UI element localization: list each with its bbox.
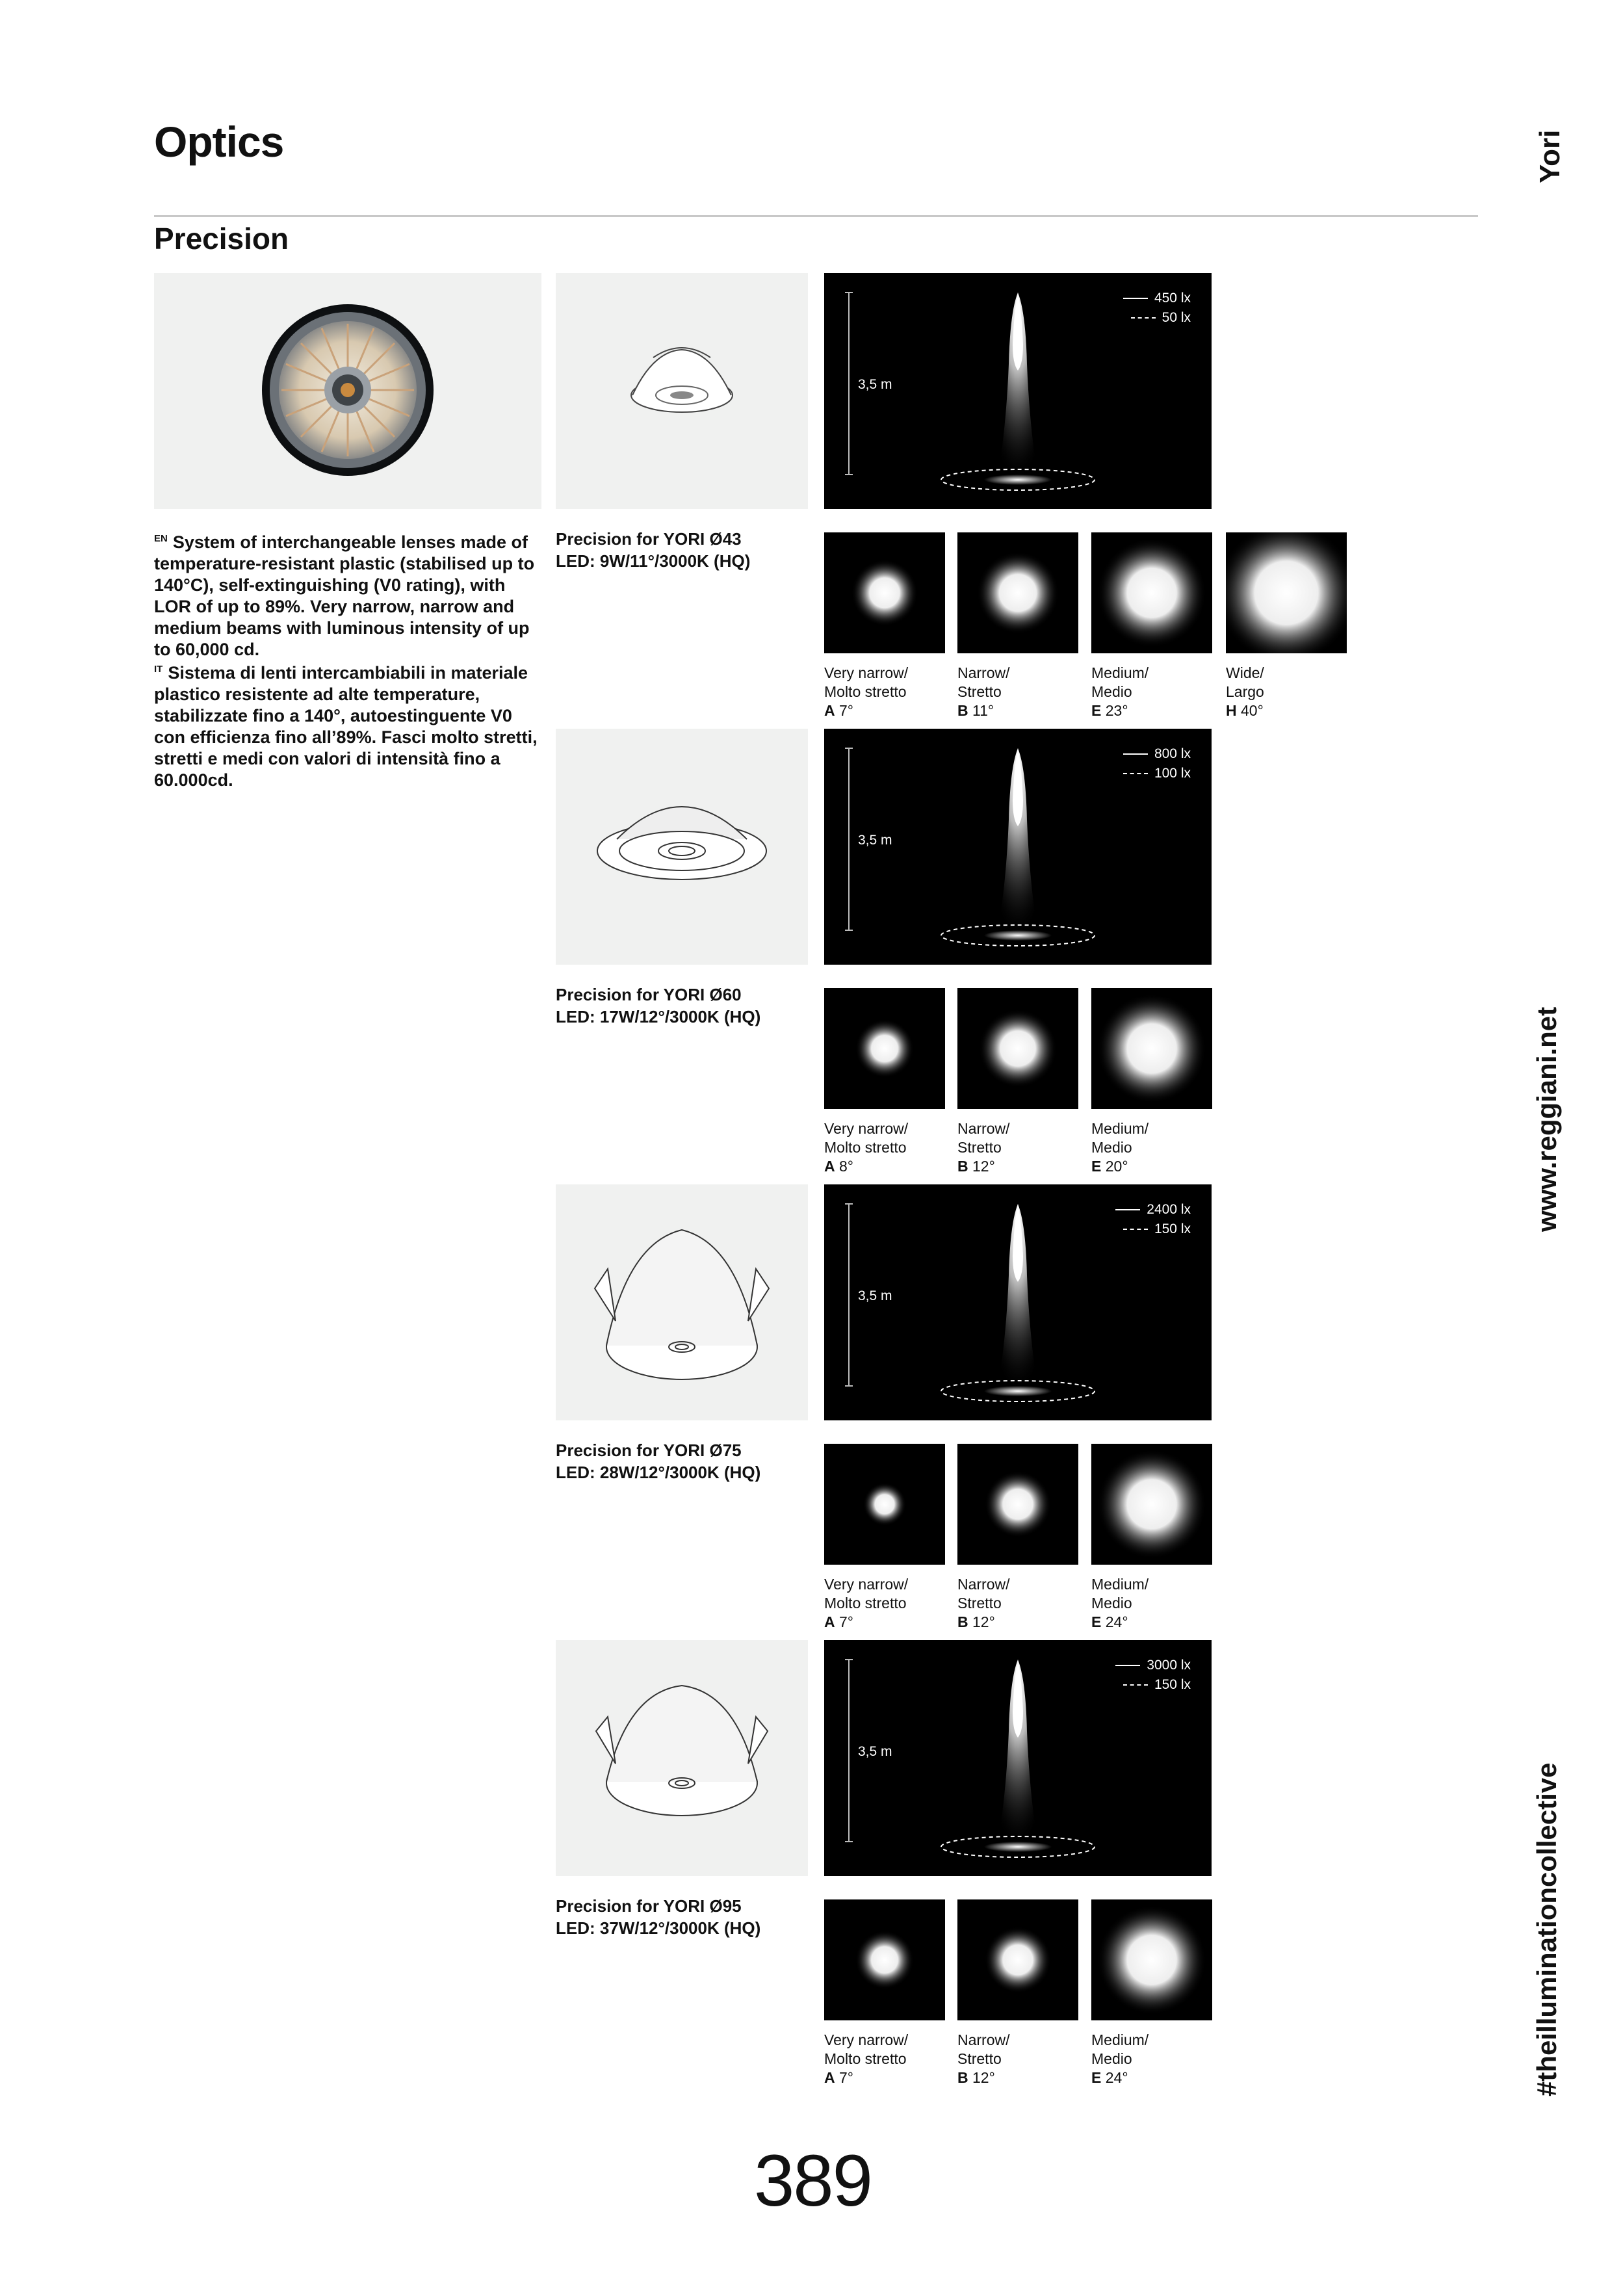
description-en	[154, 528, 544, 660]
legend-solid: 3000 lx	[1115, 1656, 1191, 1675]
mounting-height-label: 3,5 m	[858, 377, 892, 392]
beam-angle: 12°	[972, 1158, 995, 1175]
beam-spot-icon	[957, 1444, 1078, 1565]
legend-solid: 800 lx	[1123, 744, 1191, 764]
lens-drawing-1	[556, 729, 808, 965]
lens-top-view-icon	[154, 273, 541, 509]
beam-name-it: Molto stretto	[824, 2050, 907, 2067]
beam-code: E	[1091, 1613, 1102, 1630]
legend-solid: 2400 lx	[1115, 1200, 1191, 1220]
beam-name-en: Wide/	[1226, 664, 1264, 681]
sidebar-url[interactable]: www.reggiani.net	[1531, 1006, 1562, 1232]
lens-cutaway-icon	[556, 1184, 808, 1420]
sidebar-brand: Yori	[1534, 129, 1566, 183]
model-label-3	[556, 1895, 760, 1939]
beam-code: B	[957, 1158, 968, 1175]
beam-angle: 12°	[972, 1613, 995, 1630]
beam-name-en: Medium/	[1091, 2031, 1149, 2048]
beam-diagram-2	[824, 1184, 1212, 1420]
beam-name-it: Molto stretto	[824, 1595, 907, 1611]
beam-angle: 11°	[972, 702, 994, 719]
beam-name-it: Molto stretto	[824, 683, 907, 700]
model-label-1	[556, 984, 760, 1028]
beam-spot-0-3	[1226, 532, 1347, 653]
beam-spot-0-2	[1091, 532, 1212, 653]
beam-code-angle	[824, 701, 908, 720]
beam-label-3-2	[1091, 2031, 1149, 2087]
beam-spot-icon	[824, 1899, 945, 2020]
beam-code-angle	[957, 2068, 1010, 2087]
beam-spot-2-0	[824, 1444, 945, 1565]
lux-legend	[1123, 744, 1191, 783]
model-led: LED: 37W/12°/3000K (HQ)	[556, 1918, 761, 1938]
beam-name-en: Very narrow/	[824, 1576, 909, 1593]
beam-diagram-3	[824, 1640, 1212, 1876]
beam-code-angle	[1091, 701, 1149, 720]
beam-name-it: Molto stretto	[824, 1139, 907, 1156]
beam-code-angle	[957, 701, 1010, 720]
beam-label-0-0	[824, 664, 908, 720]
sidebar-brand-wrap	[1534, 129, 1573, 190]
beam-spot-1-1	[957, 988, 1078, 1109]
beam-name-it: Stretto	[957, 2050, 1002, 2067]
beam-spot-0-0	[824, 532, 945, 653]
lens-cutaway-icon	[556, 273, 808, 509]
beam-diagram-0	[824, 273, 1212, 509]
beam-label-1-1	[957, 1119, 1010, 1176]
beam-spot-3-0	[824, 1899, 945, 2020]
beam-label-2-0	[824, 1575, 908, 1632]
beam-spot-icon	[1226, 532, 1347, 653]
beam-name-en: Narrow/	[957, 1120, 1010, 1137]
beam-name-it: Medio	[1091, 2050, 1132, 2067]
beam-spot-icon	[1091, 1899, 1212, 2020]
mounting-height-label: 3,5 m	[858, 833, 892, 848]
beam-angle: 23°	[1105, 702, 1128, 719]
description-it-text: Sistema di lenti intercambiabili in materiale plastico resistente ad alte temperature, stabilizzate fino a 140°, autoestinguente V0 con efficienza fino all’89%. Fasci molto stretti, stretti e medi con valori di intensità fino a 60.000cd.	[154, 663, 538, 790]
beam-label-2-2	[1091, 1575, 1149, 1632]
model-led: LED: 9W/11°/3000K (HQ)	[556, 551, 751, 571]
beam-code-angle	[824, 1157, 908, 1176]
beam-code: H	[1226, 702, 1237, 719]
beam-code-angle	[1091, 1157, 1149, 1176]
beam-code: B	[957, 1613, 968, 1630]
beam-spot-1-2	[1091, 988, 1212, 1109]
section-title: Precision	[154, 222, 289, 255]
beam-code-angle	[957, 1157, 1010, 1176]
beam-name-it: Stretto	[957, 1595, 1002, 1611]
beam-name-it: Medio	[1091, 683, 1132, 700]
beam-spot-icon	[957, 988, 1078, 1109]
beam-code: A	[824, 1613, 835, 1630]
beam-name-it: Largo	[1226, 683, 1264, 700]
beam-name-it: Stretto	[957, 683, 1002, 700]
beam-spot-0-1	[957, 532, 1078, 653]
beam-code: E	[1091, 702, 1102, 719]
beam-name-en: Medium/	[1091, 664, 1149, 681]
page-number: 389	[754, 2140, 872, 2221]
sidebar-url-wrap	[1531, 1006, 1570, 1238]
lang-tag-it: IT	[154, 664, 163, 675]
lens-drawing-3	[556, 1640, 808, 1876]
beam-angle: 7°	[839, 1613, 854, 1630]
beam-angle: 7°	[839, 2069, 854, 2086]
beam-name-en: Medium/	[1091, 1576, 1149, 1593]
lux-legend	[1115, 1200, 1191, 1239]
beam-spot-icon	[824, 988, 945, 1109]
lens-cutaway-icon	[556, 1640, 808, 1876]
model-name: Precision for YORI Ø43	[556, 529, 742, 549]
model-name: Precision for YORI Ø60	[556, 985, 742, 1004]
beam-angle: 7°	[839, 702, 854, 719]
lux-legend	[1123, 289, 1191, 328]
model-label-0	[556, 528, 750, 572]
model-led: LED: 17W/12°/3000K (HQ)	[556, 1007, 761, 1026]
product-photo	[154, 273, 541, 509]
legend-dashed: 150 lx	[1115, 1220, 1191, 1239]
beam-code: A	[824, 2069, 835, 2086]
beam-angle: 24°	[1105, 1613, 1128, 1630]
beam-name-en: Very narrow/	[824, 664, 909, 681]
beam-code-angle	[957, 1613, 1010, 1632]
beam-spot-icon	[1091, 532, 1212, 653]
beam-code: E	[1091, 2069, 1102, 2086]
beam-label-0-2	[1091, 664, 1149, 720]
lens-cutaway-icon	[556, 729, 808, 965]
lens-drawing-2	[556, 1184, 808, 1420]
beam-label-1-2	[1091, 1119, 1149, 1176]
header-divider	[154, 215, 1478, 217]
beam-name-en: Very narrow/	[824, 1120, 909, 1137]
beam-spot-icon	[1091, 988, 1212, 1109]
beam-spot-3-1	[957, 1899, 1078, 2020]
beam-name-it: Medio	[1091, 1139, 1132, 1156]
model-name: Precision for YORI Ø95	[556, 1896, 742, 1916]
sidebar-hashtag-wrap	[1531, 1762, 1570, 2103]
beam-code-angle	[1091, 1613, 1149, 1632]
beam-code-angle	[1226, 701, 1264, 720]
beam-angle: 24°	[1105, 2069, 1128, 2086]
beam-angle: 8°	[839, 1158, 854, 1175]
beam-code: B	[957, 702, 968, 719]
beam-code-angle	[1091, 2068, 1149, 2087]
beam-name-en: Very narrow/	[824, 2031, 909, 2048]
legend-dashed: 100 lx	[1123, 764, 1191, 783]
model-led: LED: 28W/12°/3000K (HQ)	[556, 1463, 761, 1482]
beam-code-angle	[824, 1613, 908, 1632]
description-en-text: System of interchangeable lenses made of temperature-resistant plastic (stabilised up to 140°C), self-extinguishing (V0 rating), with LOR of up to 89%. Very narrow, narrow and medium beams with luminous intensity of up to 60,000 cd.	[154, 532, 535, 659]
sidebar-hashtag: #theilluminationcollective	[1531, 1762, 1562, 2096]
legend-dashed: 50 lx	[1123, 308, 1191, 328]
beam-spot-1-0	[824, 988, 945, 1109]
beam-angle: 40°	[1241, 702, 1264, 719]
beam-code: A	[824, 702, 835, 719]
beam-name-it: Stretto	[957, 1139, 1002, 1156]
beam-code-angle	[824, 2068, 908, 2087]
beam-name-en: Narrow/	[957, 1576, 1010, 1593]
beam-spot-icon	[957, 1899, 1078, 2020]
beam-code: A	[824, 1158, 835, 1175]
beam-spot-3-2	[1091, 1899, 1212, 2020]
legend-dashed: 150 lx	[1115, 1675, 1191, 1695]
model-name: Precision for YORI Ø75	[556, 1441, 742, 1460]
beam-spot-icon	[824, 1444, 945, 1565]
beam-code: B	[957, 2069, 968, 2086]
beam-angle: 20°	[1105, 1158, 1128, 1175]
beam-label-3-1	[957, 2031, 1010, 2087]
legend-solid: 450 lx	[1123, 289, 1191, 308]
beam-name-en: Medium/	[1091, 1120, 1149, 1137]
lux-legend	[1115, 1656, 1191, 1695]
beam-angle: 12°	[972, 2069, 995, 2086]
lens-drawing-0	[556, 273, 808, 509]
beam-name-it: Medio	[1091, 1595, 1132, 1611]
page-title: Optics	[154, 118, 284, 166]
beam-label-0-1	[957, 664, 1010, 720]
beam-spot-icon	[957, 532, 1078, 653]
mounting-height-label: 3,5 m	[858, 1288, 892, 1303]
beam-label-1-0	[824, 1119, 908, 1176]
beam-diagram-1	[824, 729, 1212, 965]
beam-name-en: Narrow/	[957, 664, 1010, 681]
description-it	[154, 659, 544, 791]
beam-label-0-3	[1226, 664, 1264, 720]
beam-spot-icon	[1091, 1444, 1212, 1565]
lang-tag-en: EN	[154, 533, 168, 544]
beam-spot-icon	[824, 532, 945, 653]
beam-code: E	[1091, 1158, 1102, 1175]
beam-spot-2-2	[1091, 1444, 1212, 1565]
beam-label-3-0	[824, 2031, 908, 2087]
beam-name-en: Narrow/	[957, 2031, 1010, 2048]
model-label-2	[556, 1439, 760, 1483]
beam-spot-2-1	[957, 1444, 1078, 1565]
beam-label-2-1	[957, 1575, 1010, 1632]
mounting-height-label: 3,5 m	[858, 1744, 892, 1759]
